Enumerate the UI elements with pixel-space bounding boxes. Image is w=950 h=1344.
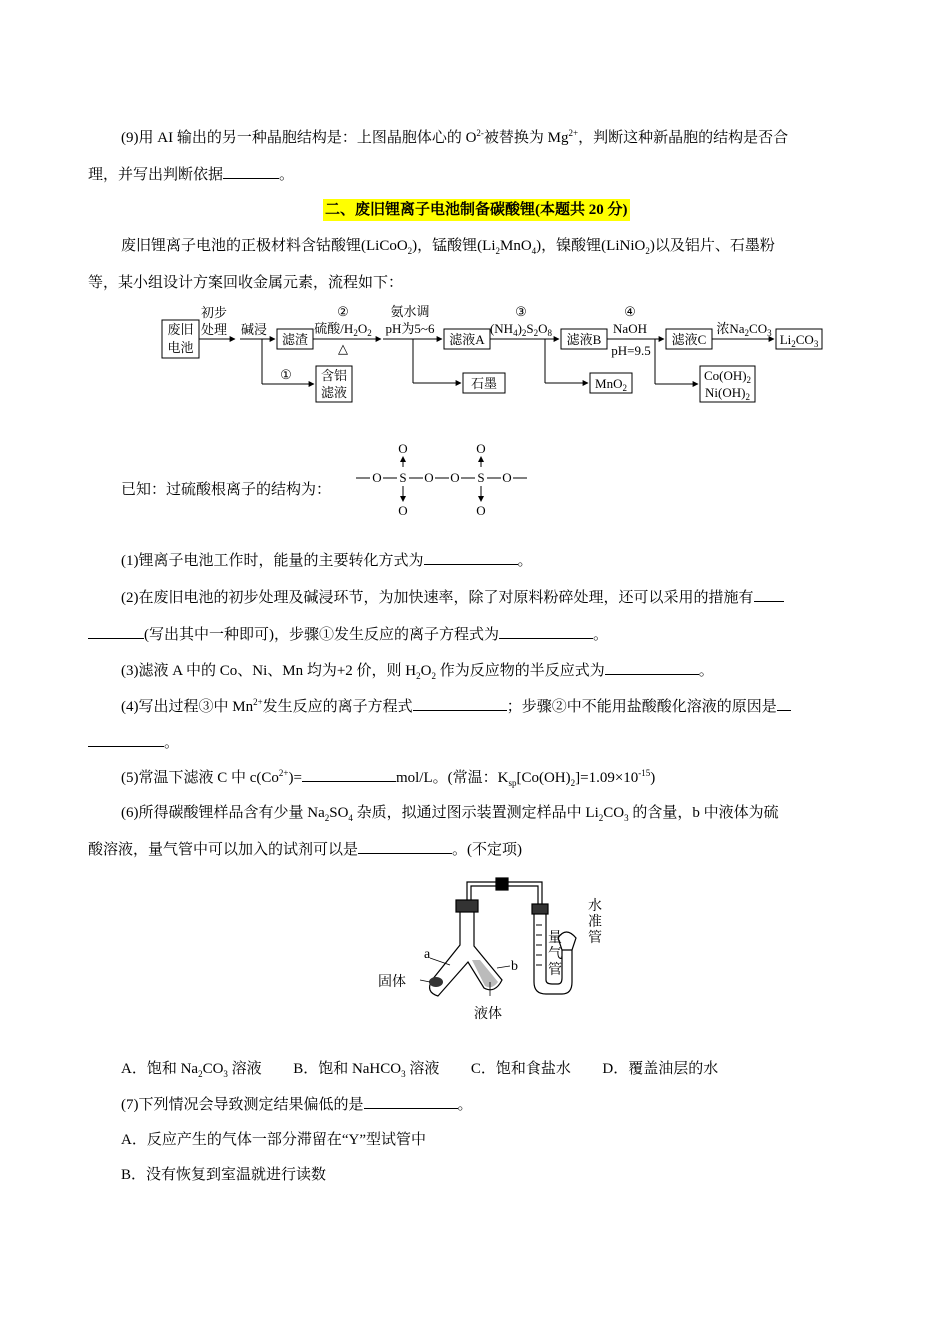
answer-blank[interactable] [777, 696, 791, 711]
box-residue: 滤渣 [281, 332, 309, 347]
svg-text:△: △ [338, 341, 348, 356]
label-a: a [424, 947, 431, 962]
svg-text:气: 气 [548, 947, 562, 962]
svg-text:O: O [398, 503, 408, 518]
svg-text:②: ② [337, 304, 349, 319]
svg-text:④: ④ [624, 304, 636, 319]
svg-text:MnO2: MnO$_2$ [595, 376, 627, 393]
svg-text:O: O [476, 441, 486, 456]
svg-text:(NH4)2S2O8: $(NH_4)_2S_2O_8$ [489, 321, 553, 338]
svg-text:O: O [476, 503, 486, 518]
svg-text:O: O [502, 470, 512, 485]
q6-line2: 酸溶液，量气管中可以加入的试剂可以是 。(不定项) [88, 839, 522, 861]
svg-text:管: 管 [588, 931, 602, 946]
answer-blank[interactable] [413, 696, 507, 711]
svg-text:S: S [477, 470, 485, 485]
svg-text:Ni(OH)2: $Ni(OH)_2$ [705, 385, 750, 402]
svg-text:初步: 初步 [200, 305, 228, 320]
answer-blank[interactable] [605, 660, 699, 675]
svg-text:①: ① [280, 367, 292, 382]
svg-text:量: 量 [548, 931, 562, 946]
answer-blank[interactable] [302, 767, 396, 782]
q7: (7)下列情况会导致测定结果偏低的是 。 [121, 1094, 473, 1116]
svg-text:硫酸/H2O2: 硫酸$/H_2O_2$ [314, 321, 372, 338]
q6-line1: (6)所得碳酸锂样品含有少量 $Na_2SO_4$ 杂质，拟通过图示装置测定样品中 $Li_2CO_3$ 的含量，b 中液体为硫 [121, 805, 779, 823]
svg-text:滤液: 滤液 [320, 385, 348, 400]
intro-line2: 等，某小组设计方案回收金属元素，流程如下： [88, 275, 404, 291]
svg-text:液体: 液体 [474, 1007, 502, 1022]
persulfate-structure [350, 435, 550, 525]
answer-blank[interactable] [754, 587, 784, 602]
answer-blank[interactable] [88, 624, 144, 639]
svg-text:碱浸: 碱浸 [240, 322, 268, 337]
q7-option-b[interactable]: B．没有恢复到室温就进行读数 [121, 1167, 327, 1183]
q7-option-a[interactable]: A．反应产生的气体一部分滞留在“Y”型试管中 [121, 1132, 426, 1148]
svg-text:浓Na2CO3: 浓$Na_2CO_3$ [716, 321, 772, 338]
box-battery-1: 废旧 [167, 322, 194, 337]
answer-blank[interactable] [499, 624, 593, 639]
q4-line2: 。 [88, 732, 179, 754]
q9-line2: 理，并写出判断依据 。 [88, 164, 294, 186]
answer-blank[interactable] [364, 1094, 458, 1109]
section-title: 二、废旧锂离子电池制备碳酸锂(本题共 20 分) [323, 199, 630, 221]
q4-line1: (4)写出过程③中 $Mn^{2+}$发生反应的离子方程式 ；步骤②中不能用盐酸酸化溶液的原因是 [121, 696, 791, 718]
box-filtrate-c: 滤液C [671, 332, 707, 347]
answer-blank[interactable] [358, 839, 452, 854]
svg-text:NaOH: NaOH [613, 321, 647, 336]
intro-line1: 废旧锂离子电池的正极材料含钴酸锂(LiCoO$_2$)，锰酸锂$(Li_2MnO_4)$，镍酸锂(LiNiO$_2$)以及铝片、石墨粉 [121, 238, 775, 256]
gas-measurement-apparatus [360, 870, 640, 1030]
q3: (3)滤液 A 中的 Co、Ni、Mn 均为+2 价，则 $H_2O_2$ 作为反应物的半反应式为 。 [121, 660, 714, 682]
q9-line1: (9)用 AI 输出的另一种晶胞结构是：上图晶胞体心的 $O^{2-}$被替换为 $Mg^{2+}$，判断这种新晶胞的结构是否合 [121, 128, 789, 146]
box-battery-2: 电池 [167, 340, 194, 355]
svg-text:pH为5~6: pH为5~6 [385, 321, 435, 336]
process-flowchart [0, 0, 950, 420]
svg-text:pH=9.5: pH=9.5 [611, 343, 651, 358]
answer-blank[interactable] [424, 550, 518, 565]
svg-text:处理: 处理 [200, 322, 228, 337]
label-b: b [511, 959, 518, 974]
svg-text:S: S [399, 470, 407, 485]
option-a[interactable]: A．饱和 $Na_2CO_3$ 溶液 [121, 1061, 262, 1079]
svg-text:Co(OH)2: $Co(OH)_2$ [703, 368, 752, 385]
svg-text:管: 管 [548, 963, 562, 978]
svg-text:氨水调: 氨水调 [390, 304, 430, 319]
svg-text:固体: 固体 [378, 975, 406, 990]
box-filtrate-a: 滤液A [449, 332, 485, 347]
q1: (1)锂离子电池工作时，能量的主要转化方式为 。 [121, 550, 533, 572]
svg-text:O: O [450, 470, 460, 485]
box-graphite: 石墨 [470, 376, 498, 391]
q6-options [121, 1058, 718, 1080]
svg-text:含铝: 含铝 [320, 368, 348, 383]
option-c[interactable]: C．饱和食盐水 [470, 1061, 571, 1077]
svg-text:准: 准 [588, 915, 602, 930]
option-d[interactable]: D．覆盖油层的水 [602, 1061, 719, 1077]
q5: (5)常温下滤液 C 中 $c(Co^{2+})= mol/L$。(常温：$K_{sp}[Co(OH)_2]=1.09\times 10^{-15}$) [121, 768, 656, 788]
svg-text:O: O [424, 470, 434, 485]
answer-blank[interactable] [88, 732, 164, 747]
box-li2co3: $Li_2CO_3$ [779, 332, 819, 349]
svg-text:③: ③ [515, 304, 527, 319]
svg-text:水: 水 [588, 899, 602, 914]
q2-line1: (2)在废旧电池的初步处理及碱浸环节，为加快速率，除了对原料粉碎处理，还可以采用的措施有 [121, 587, 784, 609]
svg-text:O: O [372, 470, 382, 485]
q2-line2: (写出其中一种即可)，步骤①发生反应的离子方程式为 。 [88, 624, 608, 646]
svg-text:O: O [398, 441, 408, 456]
box-filtrate-b: 滤液B [566, 332, 602, 347]
option-b[interactable]: B．饱和 NaHCO$_3$ 溶液 [293, 1061, 440, 1079]
known-text: 已知：过硫酸根离子的结构为： [121, 482, 332, 498]
